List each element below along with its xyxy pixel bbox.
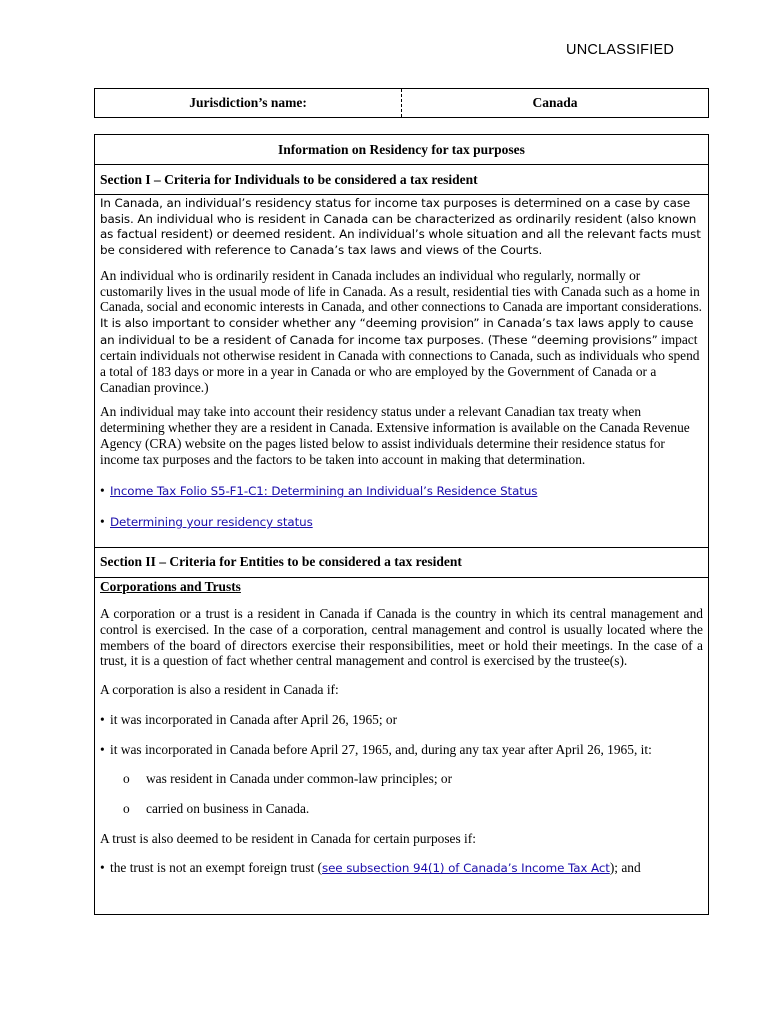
jurisdiction-label: Jurisdiction’s name: [95, 89, 402, 117]
info-title: Information on Residency for tax purposes [95, 135, 708, 165]
section2-paragraph-3: A trust is also deemed to be resident in Canada for certain purposes if: [100, 830, 476, 846]
residency-status-link[interactable]: Determining your residency status [110, 514, 313, 529]
section2-subheading: Corporations and Trusts [100, 578, 241, 594]
section1-paragraph-2c: impact certain individuals not otherwise resident in Canada with connections to Canada, such as individuals who spend a total of 183 days or more in a year in Canada or who are employed by the Government of Canada or a Canadian province.) [100, 331, 700, 395]
section1-paragraph-3: An individual may take into account their residency status under a relevant Canadian tax treaty when determining whether they are a resident in Canada. Extensive information is available on the Canada Revenue Agency (CRA) website on the pages listed below to assist individuals determine their residence status for income tax purposes and the factors to be taken into account in making that determination. [100, 404, 690, 467]
residence-folio-link[interactable]: Income Tax Folio S5-F1-C1: Determining an Individual’s Residence Status [110, 484, 538, 499]
section1-paragraph-2b: It is also important to consider whether any “deeming provision” in Canada’s tax laws apply to cause an individual to be a resident of Canada for income tax purposes. (These “deeming provisions” [100, 315, 694, 347]
bullet-text: the trust is not an exempt foreign trust ( [110, 860, 322, 876]
list-item [100, 514, 703, 531]
section1-paragraph-2 [100, 268, 703, 396]
list-item [100, 742, 703, 758]
bullet-text: it was incorporated in Canada before April 27, 1965, and, during any tax year after April 26, 1965, it: [110, 741, 652, 757]
section1-paragraph-1: In Canada, an individual’s residency status for income tax purposes is determined on a case by case basis. An individual who is resident in Canada can be characterized as ordinarily resident (also known as factual resident) or deemed resident. An individual’s whole situation and all the relevant facts must be considered with reference to Canada’s tax laws and views of the Courts. [100, 196, 701, 258]
income-tax-act-link[interactable]: see subsection 94(1) of Canada’s Income Tax Act [321, 861, 610, 876]
bullet-icon: • [100, 483, 105, 499]
section1-title: Section I – Criteria for Individuals to be considered a tax resident [95, 165, 708, 195]
jurisdiction-value: Canada [532, 95, 578, 110]
circle-bullet-icon: o [123, 800, 130, 816]
list-item [100, 860, 703, 877]
list-item [100, 712, 703, 728]
list-item [100, 483, 703, 500]
circle-bullet-icon: o [123, 771, 130, 787]
sub-list-item [100, 801, 703, 817]
bullet-icon: • [100, 711, 105, 727]
residency-info-table [94, 134, 709, 915]
bullet-icon: • [100, 513, 105, 529]
section2-title: Section II – Criteria for Entities to be considered a tax resident [95, 547, 708, 578]
sub-bullet-text: carried on business in Canada. [146, 800, 310, 816]
section2-content [95, 578, 708, 877]
sub-list-item [100, 771, 703, 787]
section1-content [95, 195, 708, 531]
jurisdiction-table [94, 88, 709, 118]
sub-bullet-text: was resident in Canada under common-law principles; or [146, 771, 453, 787]
bullet-text: it was incorporated in Canada after April 26, 1965; or [110, 711, 398, 727]
section1-paragraph-2a: An individual who is ordinarily resident in Canada includes an individual who regularly, normally or customarily lives in the usual mode of life in Canada. As a result, residential ties with Canada such as a home in Canada, social and economic interests in Canada, and other connections to Canada are important considerations. [100, 267, 703, 315]
section2-paragraph-2: A corporation is also a resident in Canada if: [100, 682, 339, 698]
classification-label: UNCLASSIFIED [566, 42, 674, 58]
bullet-icon: • [100, 860, 105, 876]
section2-paragraph-1: A corporation or a trust is a resident in Canada if Canada is the country in which its central management and control is exercised. In the case of a corporation, central management and control is usually located where the members of the board of directors exercise their responsibilities, meet or hold their meetings. In the case of a trust, it is a question of fact whether central management and control is exercised by the trustee(s). [100, 606, 703, 669]
bullet-icon: • [100, 741, 105, 757]
bullet-text-end: ); and [609, 860, 641, 876]
